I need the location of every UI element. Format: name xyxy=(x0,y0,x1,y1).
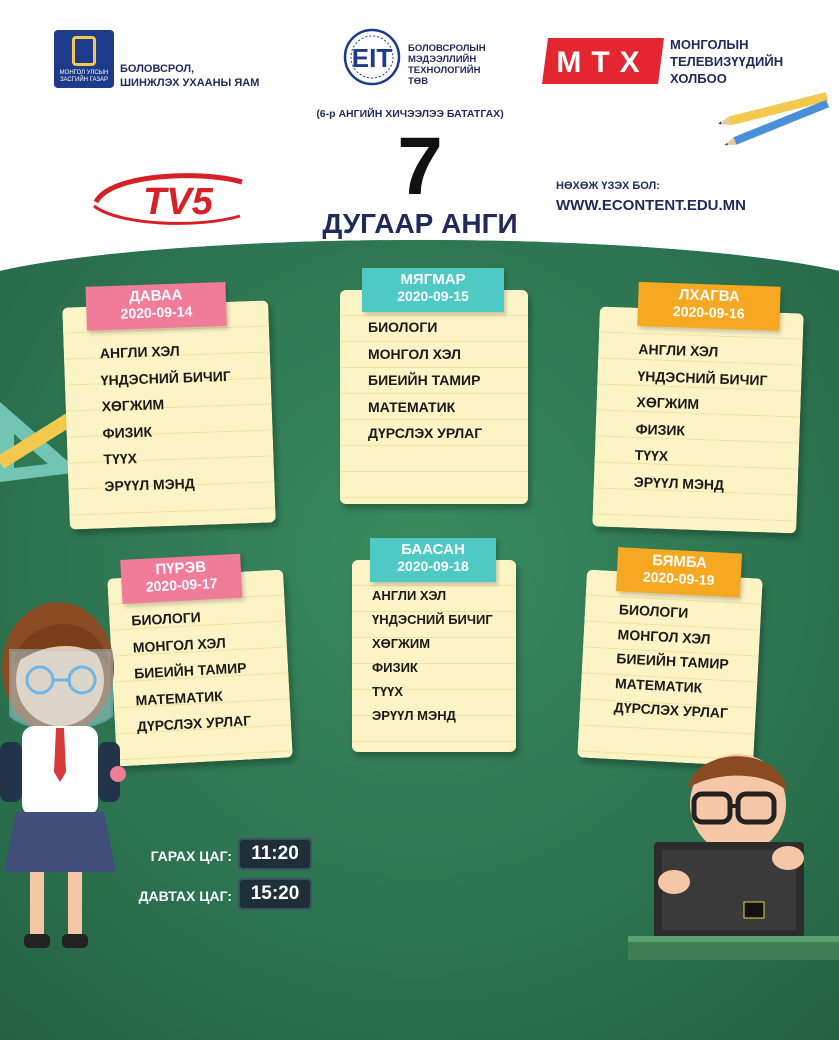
air-time-value: 11:20 xyxy=(238,838,312,870)
subject-item: ТҮҮХ xyxy=(372,684,404,699)
subject-item: АНГЛИ ХЭЛ xyxy=(638,340,719,360)
schedule-card-monday xyxy=(62,286,276,529)
subject-item: ФИЗИК xyxy=(102,423,153,441)
subject-item: ТҮҮХ xyxy=(103,450,138,468)
schedule-card-friday xyxy=(352,541,516,752)
subject-item: ДҮРСЛЭХ УРЛАГ xyxy=(136,712,252,735)
subject-list xyxy=(131,602,252,740)
subject-item: ЭРҮҮЛ МЭНД xyxy=(633,473,725,493)
day-name: МЯГМАР xyxy=(400,271,466,288)
mtx-abbr: МТХ xyxy=(556,46,650,79)
subtitle: (6-р АНГИЙН ХИЧЭЭЛЭЭ БАТАТГАХ) xyxy=(316,108,504,120)
day-name: ДАВАА xyxy=(128,286,183,306)
subject-item: МАТЕМАТИК xyxy=(135,687,224,708)
mtx-name-line-2: ТЕЛЕВИЗҮҮДИЙН xyxy=(670,54,784,69)
day-tag-friday xyxy=(370,538,496,582)
subject-item: ФИЗИК xyxy=(372,660,418,675)
mtx-name-line-3: ХОЛБОО xyxy=(670,71,727,86)
day-tag-saturday xyxy=(616,547,742,597)
eit-name-line-4: ТӨВ xyxy=(408,76,429,87)
eit-name xyxy=(408,43,518,87)
mtx-logo-icon xyxy=(542,38,664,84)
subject-item: ХӨГЖИМ xyxy=(372,636,431,651)
subject-item: АНГЛИ ХЭЛ xyxy=(99,342,180,362)
subject-item: ДҮРСЛЭХ УРЛАГ xyxy=(613,699,729,722)
subject-item: БИОЛОГИ xyxy=(131,608,202,629)
boy-student-illustration-icon xyxy=(628,748,839,960)
subject-item: ХӨГЖИМ xyxy=(101,396,165,415)
tv5-logo-icon xyxy=(90,172,250,228)
subject-item: БИЕИЙН ТАМИР xyxy=(616,650,730,673)
subject-item: ХӨГЖИМ xyxy=(636,393,700,413)
ministry-name-line-2: ШИНЖЛЭХ УХААНЫ ЯАМ xyxy=(120,77,260,89)
subject-item: МОНГОЛ ХЭЛ xyxy=(368,345,461,362)
day-name: ЛХАГВА xyxy=(678,286,741,306)
watch-url[interactable]: WWW.ECONTENT.EDU.MN xyxy=(556,197,746,214)
subject-item: МОНГОЛ ХЭЛ xyxy=(617,625,711,647)
subject-list xyxy=(613,597,733,725)
day-date: 2020-09-14 xyxy=(120,303,193,322)
day-name: ПҮРЭВ xyxy=(155,558,207,579)
day-date: 2020-09-15 xyxy=(397,288,469,304)
pencils-icon xyxy=(712,86,839,150)
day-date: 2020-09-16 xyxy=(672,303,745,322)
repeat-time-value: 15:20 xyxy=(238,878,312,910)
day-tag-monday xyxy=(85,282,226,331)
eit-abbr: EIT xyxy=(351,43,393,73)
schedule-card-wednesday xyxy=(592,286,804,534)
subject-item: БИОЛОГИ xyxy=(368,319,438,335)
subject-item: БИЕИЙН ТАМИР xyxy=(133,659,247,682)
air-time-label: ГАРАХ ЦАГ: xyxy=(150,848,232,864)
ministry-name xyxy=(120,62,270,90)
subject-item: БИЕИЙН ТАМИР xyxy=(368,372,481,388)
ministry-emblem-text: МОНГОЛ УЛСЫН ЗАСГИЙН ГАЗАР xyxy=(59,70,109,83)
subject-list xyxy=(633,336,769,499)
eit-name-line-1: БОЛОВСРОЛЫН xyxy=(408,43,486,54)
subject-item: ЭРҮҮЛ МЭНД xyxy=(104,474,195,494)
subject-item: ҮНДЭСНИЙ БИЧИГ xyxy=(372,612,493,627)
subject-item: АНГЛИ ХЭЛ xyxy=(372,588,447,603)
mtx-name-line-1: МОНГОЛЫН xyxy=(670,37,749,52)
grade-number: 7 xyxy=(397,121,443,212)
eit-logo-icon xyxy=(338,26,408,88)
subject-list xyxy=(372,584,493,728)
subject-list xyxy=(368,314,482,447)
eit-name-line-3: ТЕХНОЛОГИЙН xyxy=(408,65,481,76)
watch-label: НӨХӨЖ ҮЗЭХ БОЛ: xyxy=(556,180,660,192)
grade-label: ДУГААР АНГИ xyxy=(322,208,518,239)
day-date: 2020-09-17 xyxy=(145,574,218,595)
ministry-name-line-1: БОЛОВСРОЛ, xyxy=(120,63,195,75)
ministry-emblem-icon xyxy=(54,30,114,88)
subject-item: ФИЗИК xyxy=(635,420,686,439)
schedule-card-tuesday xyxy=(340,271,528,504)
mtx-name xyxy=(670,36,830,87)
subject-item: МОНГОЛ ХЭЛ xyxy=(132,634,227,655)
subject-list xyxy=(99,336,235,499)
subject-item: БИОЛОГИ xyxy=(618,601,689,621)
tv5-logo-text: TV5 xyxy=(143,181,213,223)
day-tag-wednesday xyxy=(637,282,780,331)
subject-item: МАТЕМАТИК xyxy=(614,674,703,696)
day-name: БЯМБА xyxy=(651,551,708,572)
subject-item: МАТЕМАТИК xyxy=(368,398,456,415)
day-name: БААСАН xyxy=(401,541,465,558)
schedule-card-saturday xyxy=(577,551,763,767)
subject-item: ЭРҮҮЛ МЭНД xyxy=(372,708,456,723)
day-tag-tuesday xyxy=(362,268,504,312)
subject-item: ТҮҮХ xyxy=(634,446,669,464)
day-date: 2020-09-18 xyxy=(397,558,469,574)
subject-item: ҮНДЭСНИЙ БИЧИГ xyxy=(637,367,768,388)
subject-item: ҮНДЭСНИЙ БИЧИГ xyxy=(100,367,231,388)
eit-name-line-2: МЭДЭЭЛЛИЙН xyxy=(408,54,477,65)
repeat-time-label: ДАВТАХ ЦАГ: xyxy=(138,888,232,904)
subject-item: ДҮРСЛЭХ УРЛАГ xyxy=(368,425,483,441)
day-date: 2020-09-19 xyxy=(642,568,715,589)
